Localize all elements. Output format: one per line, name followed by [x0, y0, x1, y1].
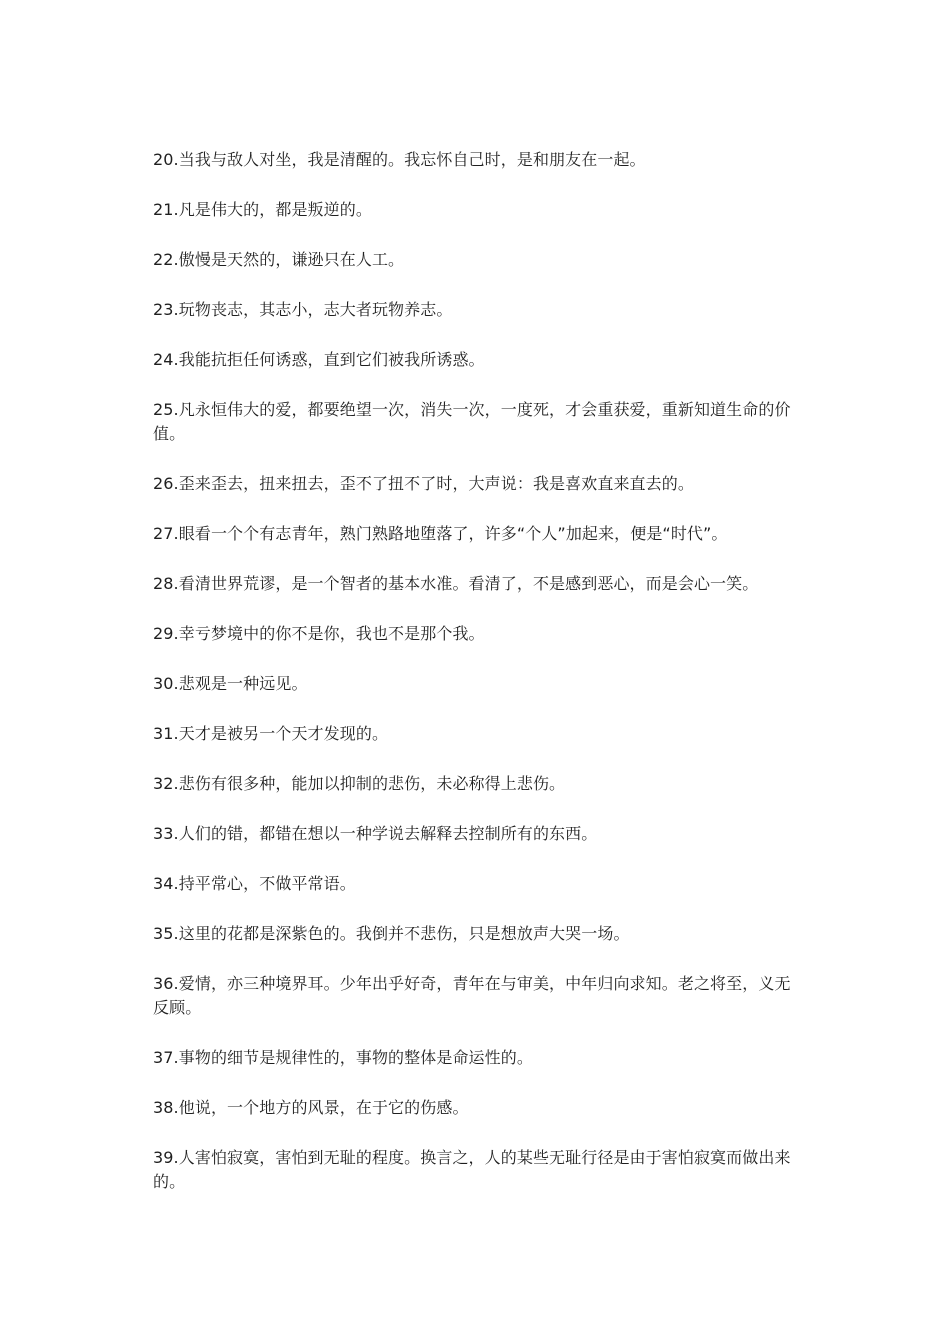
quote-29: 29.幸亏梦境中的你不是你，我也不是那个我。 — [153, 624, 485, 643]
quote-20: 20.当我与敌人对坐，我是清醒的。我忘怀自己时，是和朋友在一起。 — [153, 150, 646, 169]
quote-35: 35.这里的花都是深紫色的。我倒并不悲伤，只是想放声大哭一场。 — [153, 924, 630, 943]
quote-30: 30.悲观是一种远见。 — [153, 674, 308, 693]
quote-37: 37.事物的细节是规律性的，事物的整体是命运性的。 — [153, 1048, 533, 1067]
quote-28: 28.看清世界荒谬，是一个智者的基本水准。看清了，不是感到恶心，而是会心一笑。 — [153, 574, 759, 593]
quote-39: 39.人害怕寂寞，害怕到无耻的程度。换言之，人的某些无耻行径是由于害怕寂寞而做出来的。 — [153, 1148, 791, 1191]
quote-list — [153, 148, 793, 1220]
quote-25: 25.凡永恒伟大的爱，都要绝望一次，消失一次，一度死，才会重获爱，重新知道生命的价值。 — [153, 400, 791, 443]
quote-32: 32.悲伤有很多种，能加以抑制的悲伤，未必称得上悲伤。 — [153, 774, 566, 793]
quote-27: 27.眼看一个个有志青年，熟门熟路地堕落了，许多“个人”加起来，便是“时代”。 — [153, 524, 728, 543]
quote-33: 33.人们的错，都错在想以一种学说去解释去控制所有的东西。 — [153, 824, 598, 843]
quote-21: 21.凡是伟大的，都是叛逆的。 — [153, 200, 372, 219]
quote-26: 26.歪来歪去，扭来扭去，歪不了扭不了时，大声说：我是喜欢直来直去的。 — [153, 474, 694, 493]
quote-34: 34.持平常心，不做平常语。 — [153, 874, 356, 893]
quote-31: 31.天才是被另一个天才发现的。 — [153, 724, 389, 743]
quote-22: 22.傲慢是天然的，谦逊只在人工。 — [153, 250, 405, 269]
quote-38: 38.他说，一个地方的风景，在于它的伤感。 — [153, 1098, 469, 1117]
quote-23: 23.玩物丧志，其志小，志大者玩物养志。 — [153, 300, 453, 319]
quote-24: 24.我能抗拒任何诱惑，直到它们被我所诱惑。 — [153, 350, 485, 369]
quote-36: 36.爱情，亦三种境界耳。少年出乎好奇，青年在与审美，中年归向求知。老之将至，义无反顾。 — [153, 974, 791, 1017]
